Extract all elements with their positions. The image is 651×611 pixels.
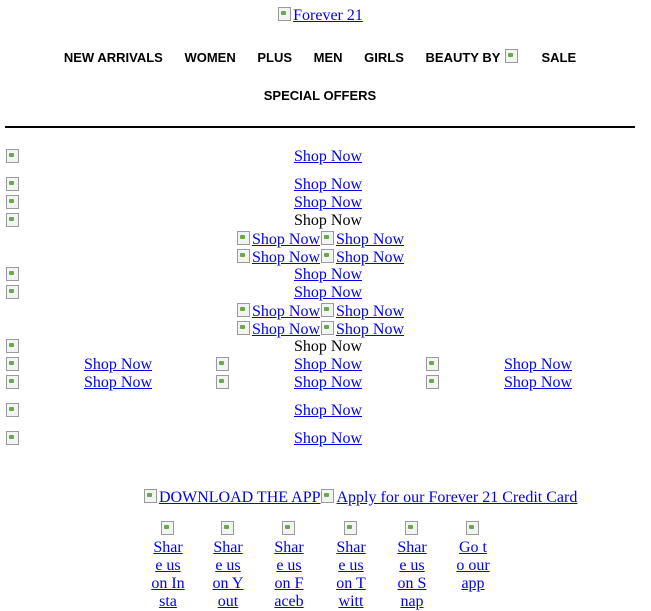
broken-image-icon (236, 320, 252, 336)
logo-link[interactable] (277, 7, 363, 24)
promo-row (5, 212, 635, 230)
promo-pair (236, 320, 404, 338)
broken-image-icon (5, 356, 21, 372)
promo-triple (5, 356, 635, 374)
social-youtube (211, 520, 245, 610)
nav-divider (5, 126, 635, 128)
broken-image-icon (215, 374, 231, 390)
broken-image-icon (236, 302, 252, 318)
download-app-alt: DOWNLOAD THE APP (159, 489, 321, 506)
share-instagram-link[interactable] (151, 520, 185, 611)
shop-now-alt: Shop Now (252, 231, 321, 248)
credit-card-alt: Apply for our Forever 21 Credit Card (336, 489, 578, 506)
promo-pair (236, 248, 404, 266)
broken-image-icon (425, 374, 441, 390)
shop-now-alt: Shop Now (252, 249, 321, 266)
broken-image-icon (220, 520, 236, 536)
nav-girls[interactable]: GIRLS (364, 50, 404, 65)
share-youtube-link[interactable] (211, 520, 245, 611)
broken-image-icon (320, 488, 336, 504)
shop-now-image-link[interactable] (320, 321, 404, 338)
promo-pair (236, 230, 404, 248)
nav-women[interactable]: WOMEN (184, 50, 236, 65)
nav-special-offers[interactable]: SPECIAL OFFERS (263, 88, 377, 103)
go-to-app-link[interactable] (456, 520, 490, 593)
share-facebook-link[interactable] (272, 520, 306, 611)
shop-now-link[interactable]: Shop Now (293, 194, 362, 211)
promo-pair (236, 302, 404, 320)
broken-image-icon (215, 356, 231, 372)
broken-image-icon (425, 356, 441, 372)
promo-cell (5, 374, 215, 392)
credit-card-link[interactable] (320, 489, 577, 506)
broken-image-icon (277, 6, 293, 22)
promo-cell (425, 374, 635, 392)
footer-promo-links (143, 488, 577, 507)
share-youtube-alt: Share us on Yout (212, 539, 244, 610)
broken-image-icon (160, 520, 176, 536)
social-instagram (151, 520, 185, 610)
share-facebook-alt: Share us on Faceb (274, 539, 304, 610)
broken-image-icon (404, 520, 420, 536)
shop-now-image-link[interactable] (236, 303, 320, 320)
shop-now-image-link[interactable] (236, 321, 320, 338)
share-instagram-alt: Share us on Insta (151, 539, 185, 610)
social-app (456, 520, 490, 600)
shop-now-image-link[interactable] (236, 231, 320, 248)
shop-now-link[interactable]: Shop Now (84, 374, 153, 391)
shop-now-alt: Shop Now (336, 303, 405, 320)
shop-now-alt: Shop Now (336, 321, 405, 338)
promo-cell (215, 356, 425, 374)
go-to-app-alt: Go to our app (456, 539, 490, 592)
promo-row (5, 266, 635, 284)
shop-now-link[interactable]: Shop Now (504, 356, 573, 373)
shop-now-link[interactable]: Shop Now (293, 176, 362, 193)
main-nav (0, 48, 640, 65)
shop-now-alt: Shop Now (336, 249, 405, 266)
broken-image-icon (320, 302, 336, 318)
broken-image-icon (143, 488, 159, 504)
nav-plus[interactable]: PLUS (257, 50, 293, 65)
shop-now-alt: Shop Now (336, 231, 405, 248)
nav-men[interactable]: MEN (313, 50, 343, 65)
secondary-nav (0, 88, 640, 103)
shop-now-link[interactable]: Shop Now (294, 374, 363, 391)
shop-now-image-link[interactable] (320, 303, 404, 320)
promo-triple (5, 374, 635, 392)
nav-beauty-by[interactable] (426, 50, 520, 65)
broken-image-icon (281, 520, 297, 536)
broken-image-icon (236, 248, 252, 264)
download-app-link[interactable] (143, 489, 320, 506)
promo-row (5, 148, 635, 166)
promo-cell (215, 374, 425, 392)
shop-now-link[interactable]: Shop Now (293, 266, 362, 283)
shop-now-link[interactable]: Shop Now (293, 284, 362, 301)
promo-row (5, 338, 635, 356)
nav-sale[interactable]: SALE (541, 50, 577, 65)
broken-image-icon (320, 230, 336, 246)
shop-now-link[interactable]: Shop Now (84, 356, 153, 373)
shop-now-image-link[interactable] (320, 231, 404, 248)
promo-row (5, 176, 635, 194)
promo-row (5, 430, 635, 448)
promo-row (5, 402, 635, 420)
shop-now-text: Shop Now (293, 338, 362, 355)
broken-image-icon (5, 374, 21, 390)
social-twitter (334, 520, 368, 610)
broken-image-icon (320, 248, 336, 264)
shop-now-link[interactable]: Shop Now (504, 374, 573, 391)
shop-now-link[interactable]: Shop Now (294, 356, 363, 373)
nav-new-arrivals[interactable]: NEW ARRIVALS (63, 50, 163, 65)
promo-row (5, 194, 635, 212)
promo-row (5, 284, 635, 302)
social-facebook (272, 520, 306, 610)
shop-now-image-link[interactable] (236, 249, 320, 266)
shop-now-text: Shop Now (293, 212, 362, 229)
share-twitter-link[interactable] (334, 520, 368, 611)
shop-now-image-link[interactable] (320, 249, 404, 266)
share-snapchat-link[interactable] (395, 520, 429, 611)
nav-beauty-label: BEAUTY BY (425, 50, 501, 65)
shop-now-alt: Shop Now (252, 321, 321, 338)
promo-cell (425, 356, 635, 374)
shop-now-link[interactable]: Shop Now (293, 402, 362, 419)
social-snapchat (395, 520, 429, 610)
logo-alt-text: Forever 21 (293, 7, 363, 24)
share-twitter-alt: Share us on Twitt (336, 539, 366, 610)
broken-image-icon (504, 48, 520, 64)
broken-image-icon (320, 320, 336, 336)
broken-image-icon (343, 520, 359, 536)
broken-image-icon (236, 230, 252, 246)
broken-image-icon (465, 520, 481, 536)
shop-now-link[interactable]: Shop Now (293, 430, 362, 447)
shop-now-link[interactable]: Shop Now (293, 148, 362, 165)
shop-now-alt: Shop Now (252, 303, 321, 320)
promo-cell (5, 356, 215, 374)
logo-link-wrapper (0, 6, 640, 25)
share-snapchat-alt: Share us on Snap (397, 539, 427, 610)
